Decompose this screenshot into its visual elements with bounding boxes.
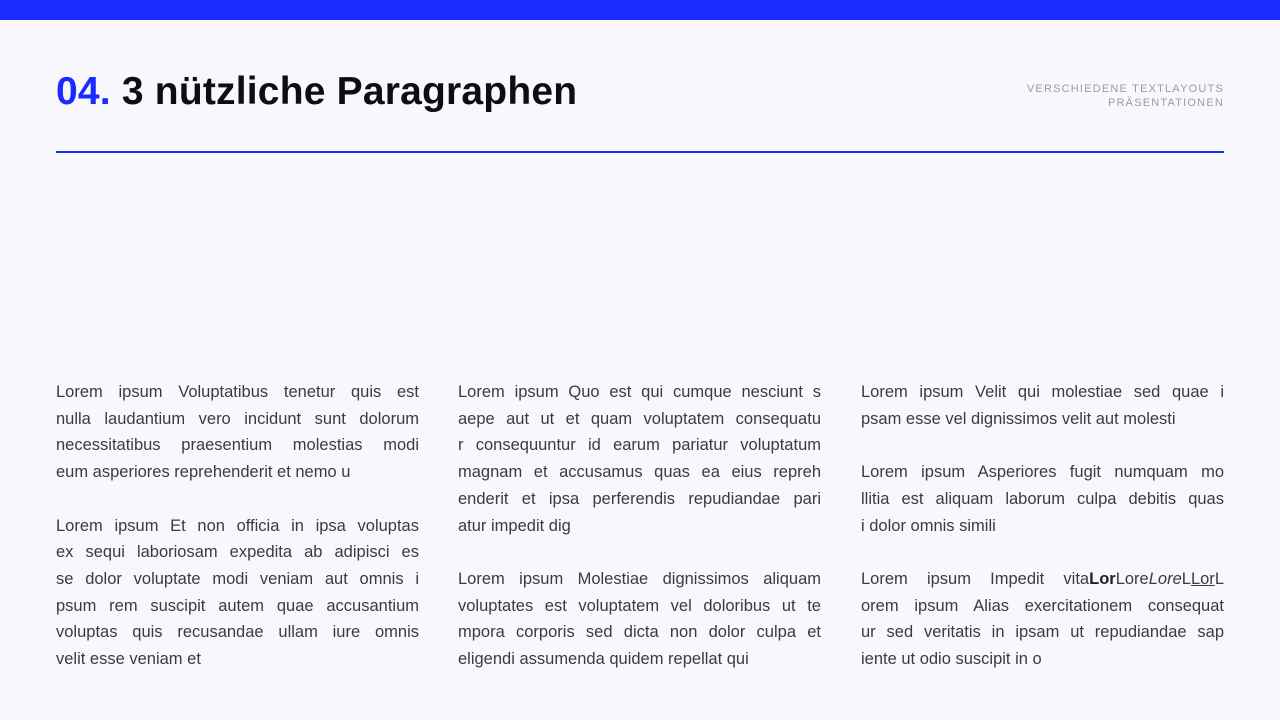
paragraph-line: llitia est aliquam laborum culpa debitis quas [861, 489, 1224, 508]
paragraph-line: Lorem ipsum Asperiores fugit numquam mo [861, 463, 1224, 482]
bold-text: Lor [1089, 569, 1116, 588]
paragraph-line: voluptates est voluptatem vel doloribus ut te [458, 596, 821, 615]
section-number: 04. [56, 70, 111, 113]
title-text: 3 nützliche Paragraphen [121, 70, 578, 113]
text-column-3 [861, 379, 1224, 699]
paragraph-line: nulla laudantium vero incidunt sunt dolorum [56, 409, 419, 428]
paragraph [458, 566, 821, 673]
paragraph-line: i dolor omnis simili [861, 516, 996, 535]
underlined-text: Lor [1190, 569, 1215, 588]
paragraph-line: psum rem suscipit autem quae accusantium [56, 596, 419, 615]
italic-text: Lore [1148, 569, 1182, 588]
paragraph-line: iente ut odio suscipit in o [861, 650, 1042, 668]
paragraph [56, 513, 419, 673]
header-divider [56, 151, 1224, 153]
page-title [56, 70, 577, 114]
paragraph [861, 379, 1224, 432]
plain-text: Lore [1115, 569, 1149, 588]
paragraph-line: r consequuntur id earum pariatur voluptatum [458, 436, 821, 455]
top-accent-bar [0, 0, 1280, 20]
paragraph [861, 459, 1224, 539]
paragraph-line: aepe aut ut et quam voluptatem consequatu [458, 409, 821, 428]
paragraph-line: enderit et ipsa perferendis repudiandae pari [458, 489, 821, 508]
plain-text: Lorem ipsum Impedit vita [861, 569, 1090, 588]
text-column-2 [458, 379, 821, 699]
paragraph-line [861, 566, 1224, 593]
paragraph-line: psam esse vel dignissimos velit aut molesti [861, 409, 1176, 428]
paragraph-line: atur impedit dig [458, 516, 571, 535]
paragraph-line: orem ipsum Alias exercitationem consequat [861, 596, 1224, 615]
paragraph-mixed-format [861, 566, 1224, 673]
plain-text: L [1214, 569, 1224, 588]
text-column-1 [56, 379, 419, 699]
paragraph-line: Lorem ipsum Velit qui molestiae sed quae i [861, 383, 1224, 401]
subtitle-line-1: VERSCHIEDENE TEXTLAYOUTS [1026, 83, 1224, 95]
paragraph-line: Lorem ipsum Quo est qui cumque nesciunt s [458, 383, 821, 401]
subtitle-line-2: PRÄSENTATIONEN [1107, 97, 1224, 109]
paragraph-line: ur sed veritatis in ipsam ut repudiandae sap [861, 623, 1224, 642]
plain-text: L [1181, 569, 1191, 588]
paragraph-line: eum asperiores reprehenderit et nemo u [56, 463, 351, 482]
paragraph [458, 379, 821, 539]
paragraph [56, 379, 419, 486]
paragraph-line: necessitatibus praesentium molestias modi [56, 436, 419, 455]
paragraph-line: se dolor voluptate modi veniam aut omnis i [56, 569, 419, 588]
paragraph-line: Lorem ipsum Voluptatibus tenetur quis est [56, 383, 419, 401]
paragraph-line: Lorem ipsum Et non officia in ipsa voluptas [56, 516, 419, 535]
paragraph-line: mpora corporis sed dicta non dolor culpa et [458, 623, 821, 642]
paragraph-line: eligendi assumenda quidem repellat qui [458, 650, 749, 669]
paragraph-line: velit esse veniam et [56, 650, 201, 669]
subtitle [1027, 82, 1224, 110]
paragraph-line: Lorem ipsum Molestiae dignissimos aliquam [458, 569, 821, 588]
paragraph-line: voluptas quis recusandae ullam iure omnis [56, 623, 419, 642]
paragraph-line: magnam et accusamus quas ea eius repreh [458, 463, 821, 482]
paragraph-line: ex sequi laboriosam expedita ab adipisci es [56, 543, 419, 562]
